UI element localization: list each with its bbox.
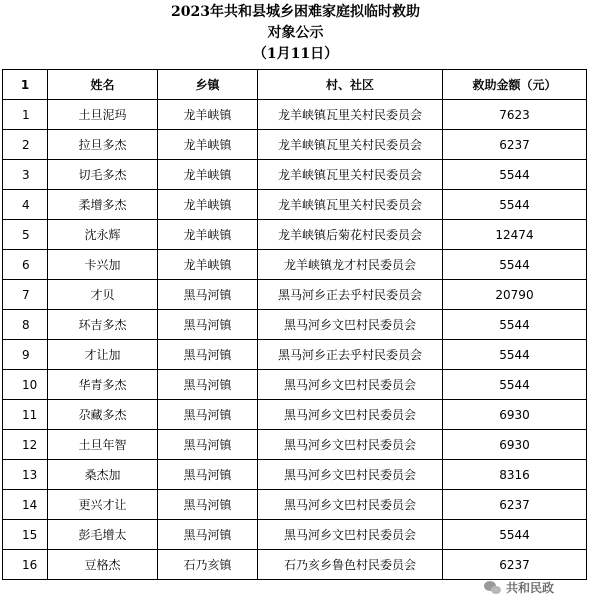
- cell-town: 黑马河镇: [158, 490, 258, 520]
- cell-amount: 7623: [443, 100, 587, 130]
- table-row: [3, 520, 587, 550]
- table-row: [3, 370, 587, 400]
- cell-index: 4: [3, 190, 48, 220]
- cell-village: 黑马河乡文巴村民委员会: [258, 520, 443, 550]
- cell-name: 华青多杰: [48, 370, 158, 400]
- cell-village: 龙羊峡镇瓦里关村民委员会: [258, 160, 443, 190]
- cell-name: 才让加: [48, 340, 158, 370]
- cell-amount: 5544: [443, 250, 587, 280]
- header-village: 村、社区: [258, 70, 443, 100]
- cell-village: 黑马河乡正去乎村民委员会: [258, 340, 443, 370]
- cell-amount: 20790: [443, 280, 587, 310]
- watermark-text: 共和民政: [506, 581, 555, 595]
- cell-name: 环吉多杰: [48, 310, 158, 340]
- cell-name: 拉旦多杰: [48, 130, 158, 160]
- cell-village: 龙羊峡镇后菊花村民委员会: [258, 220, 443, 250]
- header-name: 姓名: [48, 70, 158, 100]
- cell-index: 7: [3, 280, 48, 310]
- table-row: [3, 460, 587, 490]
- cell-index: 9: [3, 340, 48, 370]
- cell-town: 石乃亥镇: [158, 550, 258, 580]
- cell-village: 石乃亥乡鲁色村民委员会: [258, 550, 443, 580]
- header-amount: 救助金额（元）: [443, 70, 587, 100]
- cell-index: 10: [3, 370, 48, 400]
- table-row: [3, 490, 587, 520]
- cell-index: 15: [3, 520, 48, 550]
- cell-index: 14: [3, 490, 48, 520]
- table-row: [3, 250, 587, 280]
- cell-index: 16: [3, 550, 48, 580]
- cell-index: 12: [3, 430, 48, 460]
- table-row: [3, 310, 587, 340]
- header-index: 1: [3, 70, 48, 100]
- cell-village: 龙羊峡镇瓦里关村民委员会: [258, 130, 443, 160]
- cell-town: 黑马河镇: [158, 400, 258, 430]
- cell-amount: 6237: [443, 130, 587, 160]
- cell-name: 切毛多杰: [48, 160, 158, 190]
- table-header-row: [3, 70, 587, 100]
- cell-amount: 6237: [443, 490, 587, 520]
- table-row: [3, 280, 587, 310]
- cell-index: 8: [3, 310, 48, 340]
- table-row: [3, 220, 587, 250]
- cell-town: 龙羊峡镇: [158, 220, 258, 250]
- cell-name: 尕藏多杰: [48, 400, 158, 430]
- cell-name: 柔增多杰: [48, 190, 158, 220]
- table-row: [3, 190, 587, 220]
- title-line-3: （1月11日）: [252, 46, 339, 62]
- table-row: [3, 100, 587, 130]
- cell-village: 龙羊峡镇龙才村民委员会: [258, 250, 443, 280]
- cell-name: 土旦泥玛: [48, 100, 158, 130]
- cell-village: 龙羊峡镇瓦里关村民委员会: [258, 190, 443, 220]
- cell-name: 才贝: [48, 280, 158, 310]
- cell-index: 6: [3, 250, 48, 280]
- cell-amount: 5544: [443, 520, 587, 550]
- cell-amount: 8316: [443, 460, 587, 490]
- cell-name: 桑杰加: [48, 460, 158, 490]
- cell-village: 黑马河乡文巴村民委员会: [258, 400, 443, 430]
- cell-amount: 6237: [443, 550, 587, 580]
- title-line-1: 2023年共和县城乡困难家庭拟临时救助: [171, 4, 420, 20]
- cell-town: 龙羊峡镇: [158, 250, 258, 280]
- cell-index: 13: [3, 460, 48, 490]
- cell-name: 卡兴加: [48, 250, 158, 280]
- cell-index: 3: [3, 160, 48, 190]
- cell-village: 黑马河乡文巴村民委员会: [258, 310, 443, 340]
- cell-village: 黑马河乡正去乎村民委员会: [258, 280, 443, 310]
- cell-town: 龙羊峡镇: [158, 100, 258, 130]
- cell-amount: 5544: [443, 190, 587, 220]
- cell-town: 黑马河镇: [158, 280, 258, 310]
- table-row: [3, 550, 587, 580]
- cell-town: 龙羊峡镇: [158, 160, 258, 190]
- cell-index: 1: [3, 100, 48, 130]
- cell-village: 黑马河乡文巴村民委员会: [258, 430, 443, 460]
- cell-village: 黑马河乡文巴村民委员会: [258, 370, 443, 400]
- table-row: [3, 430, 587, 460]
- cell-amount: 6930: [443, 430, 587, 460]
- cell-index: 11: [3, 400, 48, 430]
- watermark: [484, 579, 554, 596]
- cell-town: 龙羊峡镇: [158, 130, 258, 160]
- cell-amount: 6930: [443, 400, 587, 430]
- cell-town: 黑马河镇: [158, 520, 258, 550]
- cell-name: 彭毛增太: [48, 520, 158, 550]
- cell-name: 更兴才让: [48, 490, 158, 520]
- cell-index: 2: [3, 130, 48, 160]
- cell-village: 黑马河乡文巴村民委员会: [258, 460, 443, 490]
- cell-village: 龙羊峡镇瓦里关村民委员会: [258, 100, 443, 130]
- cell-town: 黑马河镇: [158, 430, 258, 460]
- relief-table: [2, 69, 587, 580]
- wechat-icon: [484, 581, 502, 595]
- cell-town: 黑马河镇: [158, 460, 258, 490]
- cell-town: 黑马河镇: [158, 340, 258, 370]
- cell-town: 黑马河镇: [158, 370, 258, 400]
- table-row: [3, 160, 587, 190]
- cell-index: 5: [3, 220, 48, 250]
- cell-amount: 12474: [443, 220, 587, 250]
- cell-amount: 5544: [443, 340, 587, 370]
- cell-town: 龙羊峡镇: [158, 190, 258, 220]
- table-row: [3, 400, 587, 430]
- cell-name: 豆格杰: [48, 550, 158, 580]
- table-row: [3, 130, 587, 160]
- title-line-2: 对象公示: [267, 25, 324, 41]
- table-row: [3, 340, 587, 370]
- cell-amount: 5544: [443, 160, 587, 190]
- cell-name: 沈永辉: [48, 220, 158, 250]
- cell-name: 土旦年智: [48, 430, 158, 460]
- header-town: 乡镇: [158, 70, 258, 100]
- cell-village: 黑马河乡文巴村民委员会: [258, 490, 443, 520]
- cell-amount: 5544: [443, 310, 587, 340]
- cell-amount: 5544: [443, 370, 587, 400]
- cell-town: 黑马河镇: [158, 310, 258, 340]
